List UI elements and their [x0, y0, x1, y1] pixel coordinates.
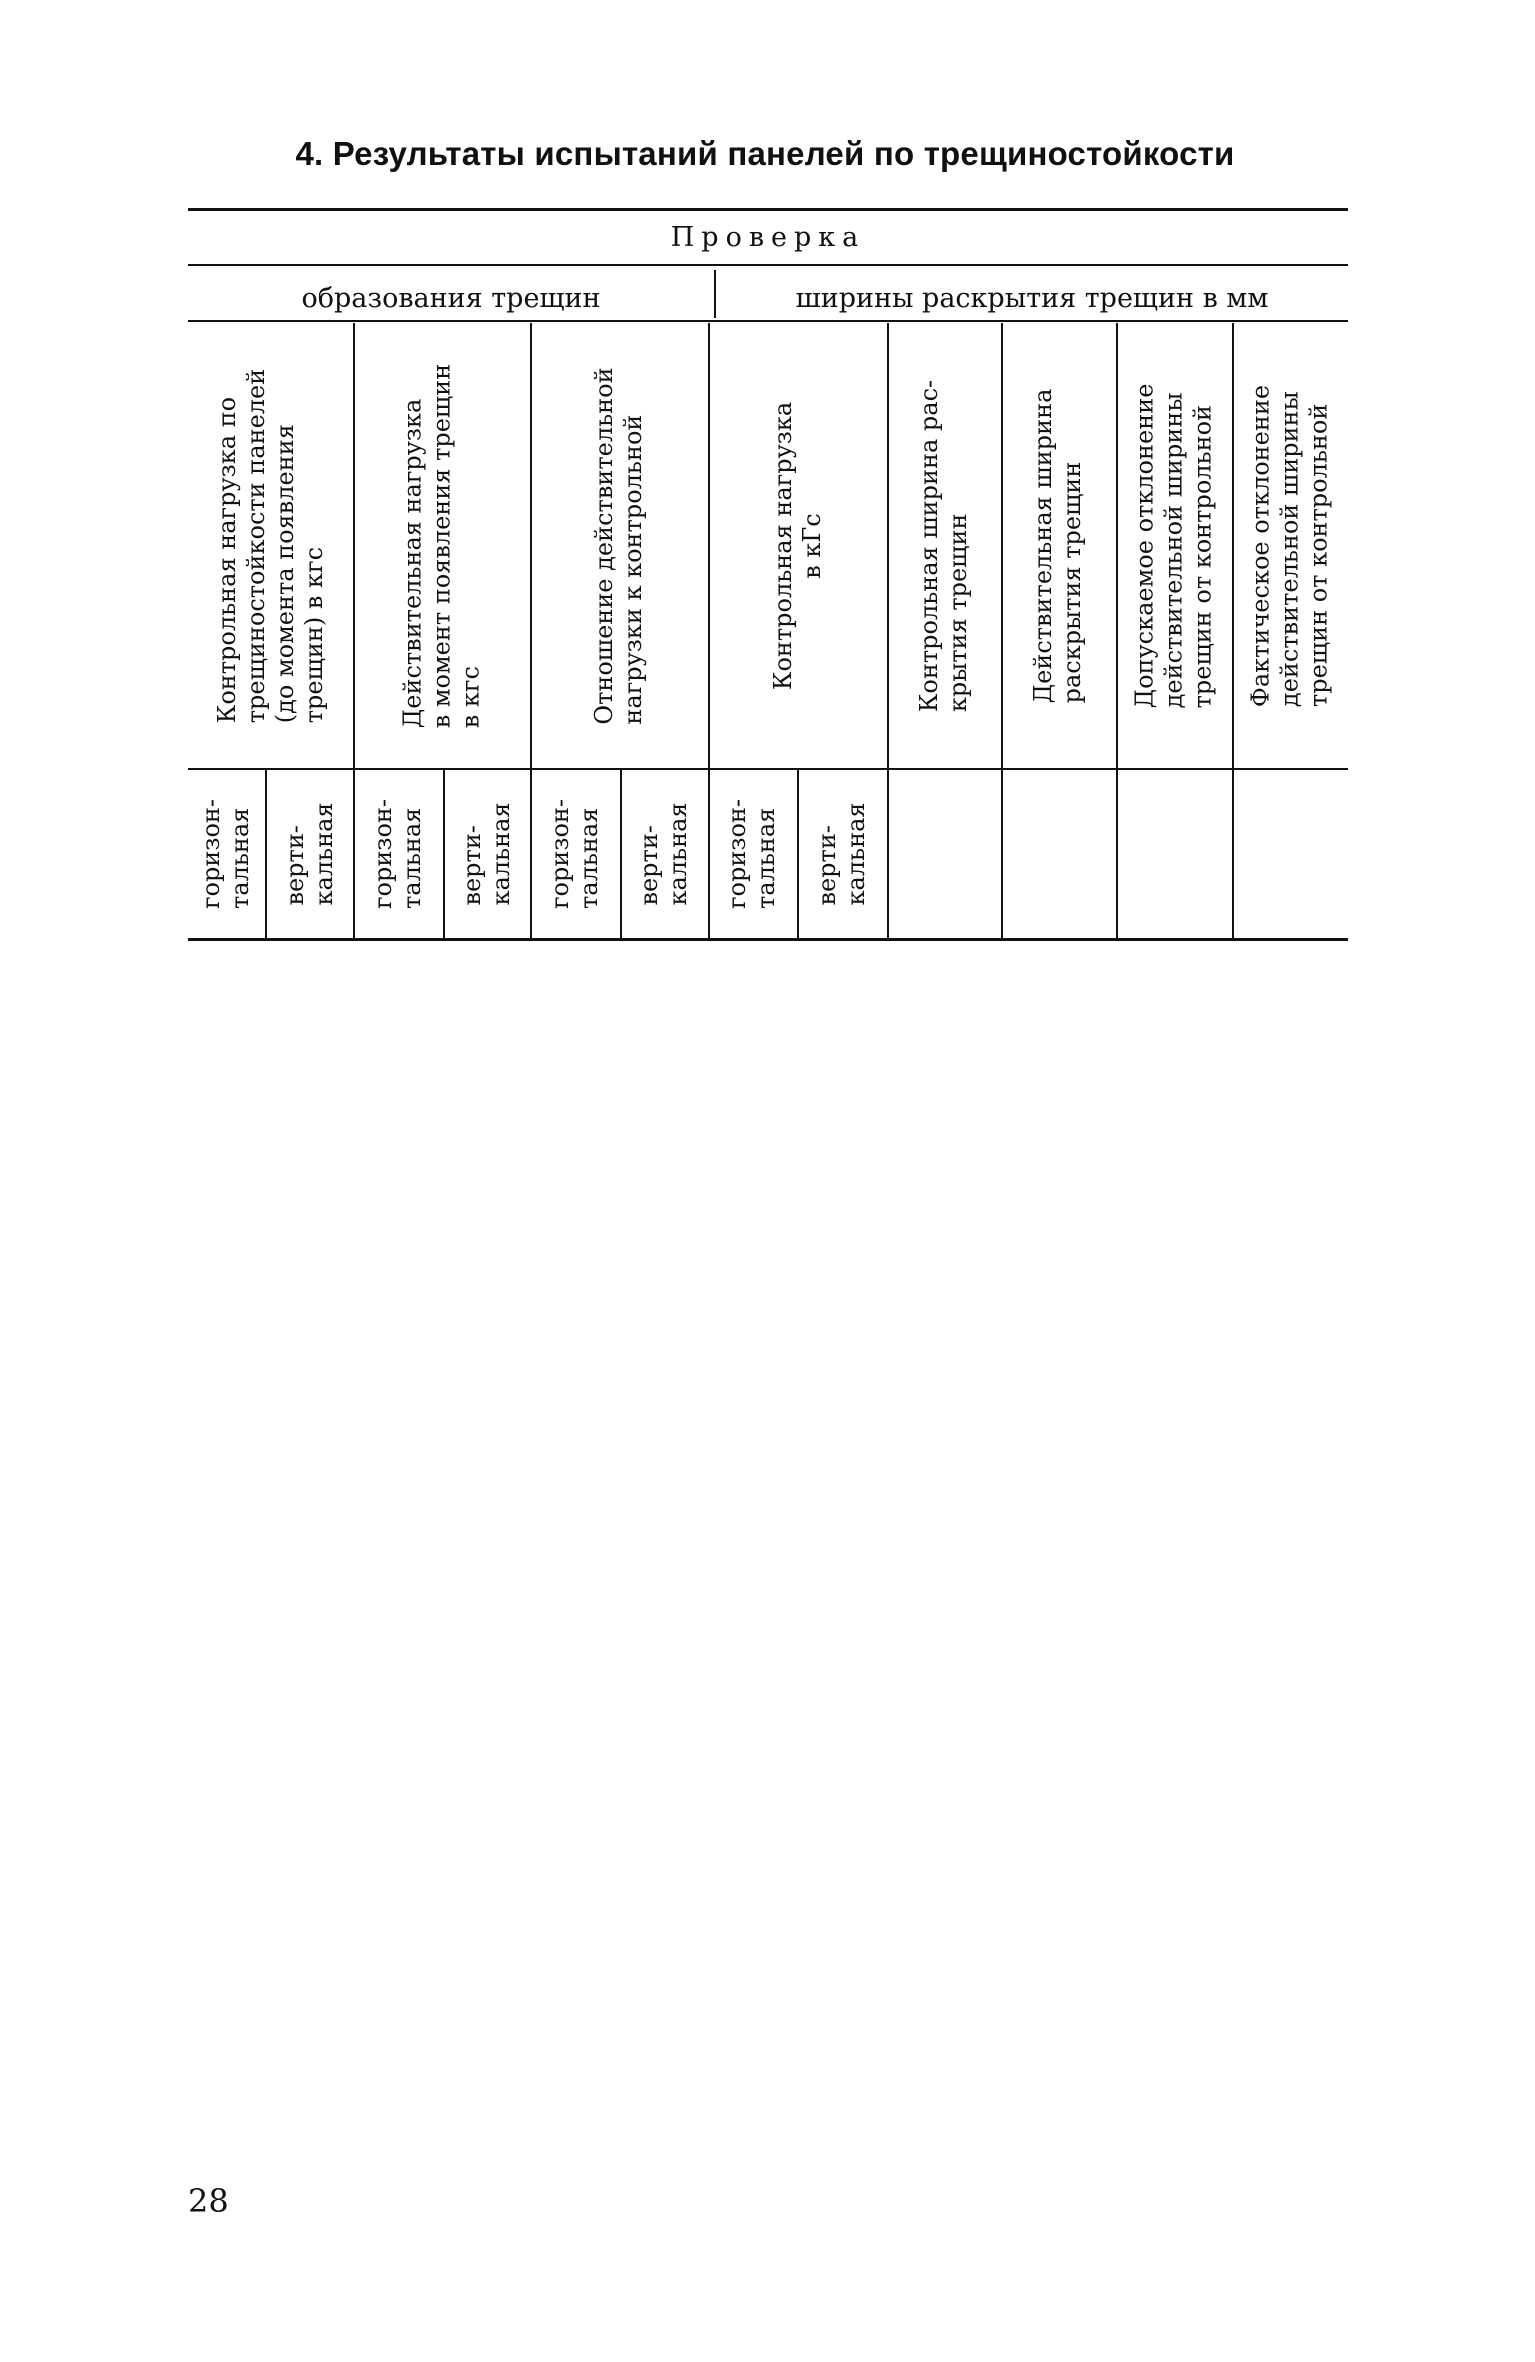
group-header-cracks: образования трещин	[301, 283, 601, 314]
col-divider	[887, 323, 889, 938]
col-divider	[530, 323, 532, 768]
subheader-vertical: верти- кальная	[813, 802, 870, 906]
column-header-control-load-width: Контрольная нагрузка в кГс	[769, 401, 826, 691]
subheader-vertical: верти- кальная	[635, 802, 692, 906]
subheader-vertical: верти- кальная	[281, 802, 338, 906]
page-title: 4. Результаты испытаний панелей по трещиностойкости	[295, 135, 1235, 172]
subcol-divider	[620, 770, 622, 938]
col-divider	[1116, 323, 1118, 938]
rule-top	[188, 208, 1348, 211]
subheader-vertical: верти- кальная	[458, 802, 515, 906]
subcol-divider	[353, 770, 355, 938]
subheader-horizontal: горизон- тальная	[723, 798, 780, 910]
subcol-divider	[443, 770, 445, 938]
rule-under-subgroup	[188, 320, 1348, 322]
column-header-control-load: Контрольная нагрузка по трещиностойкости панелей (до момента появления трещин) в кгс	[213, 368, 328, 724]
subcol-divider	[530, 770, 532, 938]
column-header-actual-width: Действительная ширина раскрытия трещин	[1029, 388, 1086, 704]
col-divider	[708, 323, 710, 768]
rule-under-group	[188, 264, 1348, 266]
subcol-divider	[265, 770, 267, 938]
subheader-horizontal: горизон- тальная	[546, 798, 603, 910]
page-number: 28	[188, 2182, 229, 2220]
subheader-horizontal: горизон- тальная	[197, 798, 254, 910]
rule-under-headers	[188, 768, 1348, 770]
subheader-horizontal: горизон- тальная	[369, 798, 426, 910]
group-header-width: ширины раскрытия трещин в мм	[795, 283, 1269, 314]
column-header-load-ratio: Отношение действительной нагрузки к контрольной	[590, 367, 647, 725]
column-header-allowed-deviation: Допускаемое отклонение действительной ширины трещин от контрольной	[1130, 383, 1217, 709]
subcol-divider	[708, 770, 710, 938]
subcol-divider	[797, 770, 799, 938]
col-divider	[1232, 323, 1234, 938]
column-header-actual-load: Действительная нагрузка в момент появления трещин в кгс	[398, 363, 485, 729]
group-header-check: Проверка	[670, 222, 866, 253]
rule-bottom	[188, 938, 1348, 941]
col-divider	[353, 323, 355, 768]
column-header-control-width: Контрольная ширина рас- крытия трещин	[915, 379, 972, 713]
column-header-actual-deviation: Фактическое отклонение действительной ширины трещин от контрольной	[1246, 384, 1333, 708]
col-divider	[1001, 323, 1003, 938]
